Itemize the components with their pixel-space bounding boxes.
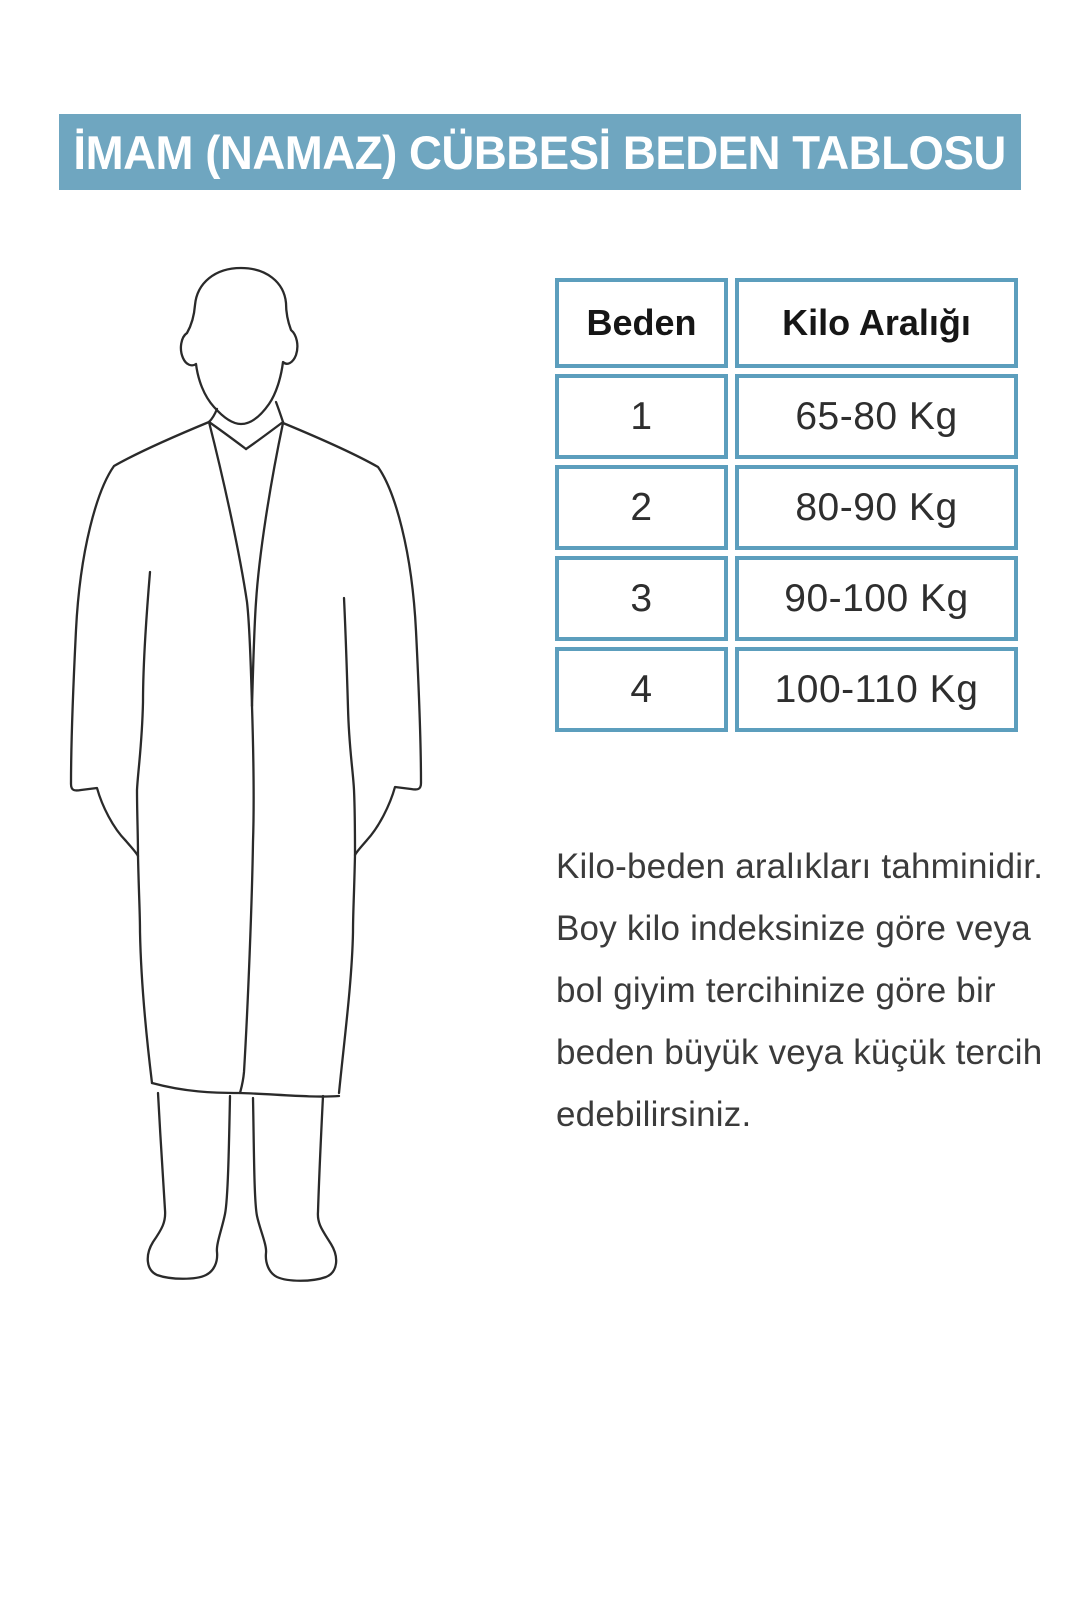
size-note xyxy=(556,836,1044,1146)
page-title: İMAM (NAMAZ) CÜBBESİ BEDEN TABLOSU xyxy=(73,125,1007,179)
head-outline-path xyxy=(181,268,297,424)
table-cell-weight-3: 90-100 Kg xyxy=(735,556,1018,641)
right-leg-path xyxy=(253,1096,336,1281)
note-line: edebilirsiniz. xyxy=(556,1095,752,1134)
column-header-beden: Beden xyxy=(555,278,728,368)
robe-line-art-icon xyxy=(50,250,480,1295)
note-line: Kilo-beden aralıkları tahminidir. xyxy=(556,847,1044,886)
table-cell-weight-2: 80-90 Kg xyxy=(735,465,1018,550)
note-line: Boy kilo indeksinize göre veya xyxy=(556,909,1031,948)
lapel-right-path xyxy=(252,423,283,706)
right-sleeve-outline-path xyxy=(283,423,421,855)
neck-left-path xyxy=(209,409,217,422)
size-table xyxy=(555,278,1018,732)
hem-path xyxy=(152,1083,339,1097)
table-cell-weight-1: 65-80 Kg xyxy=(735,374,1018,459)
table-cell-size-1: 1 xyxy=(555,374,728,459)
note-line: bol giyim tercihinize göre bir xyxy=(556,971,996,1010)
table-cell-size-2: 2 xyxy=(555,465,728,550)
left-leg-path xyxy=(148,1093,230,1279)
lapel-left-path xyxy=(209,422,252,706)
note-line: beden büyük veya küçük tercih xyxy=(556,1033,1043,1072)
table-cell-size-4: 4 xyxy=(555,647,728,732)
table-cell-weight-4: 100-110 Kg xyxy=(735,647,1018,732)
neck-right-path xyxy=(276,402,283,422)
header-banner xyxy=(59,114,1021,190)
left-sleeve-outline-path xyxy=(71,422,209,856)
table-cell-size-3: 3 xyxy=(555,556,728,641)
column-header-kilo-araligi: Kilo Aralığı xyxy=(735,278,1018,368)
center-opening-path xyxy=(240,706,254,1093)
imam-robe-figure xyxy=(50,250,480,1295)
left-body-side-path xyxy=(137,572,152,1083)
right-body-side-path xyxy=(339,598,355,1093)
